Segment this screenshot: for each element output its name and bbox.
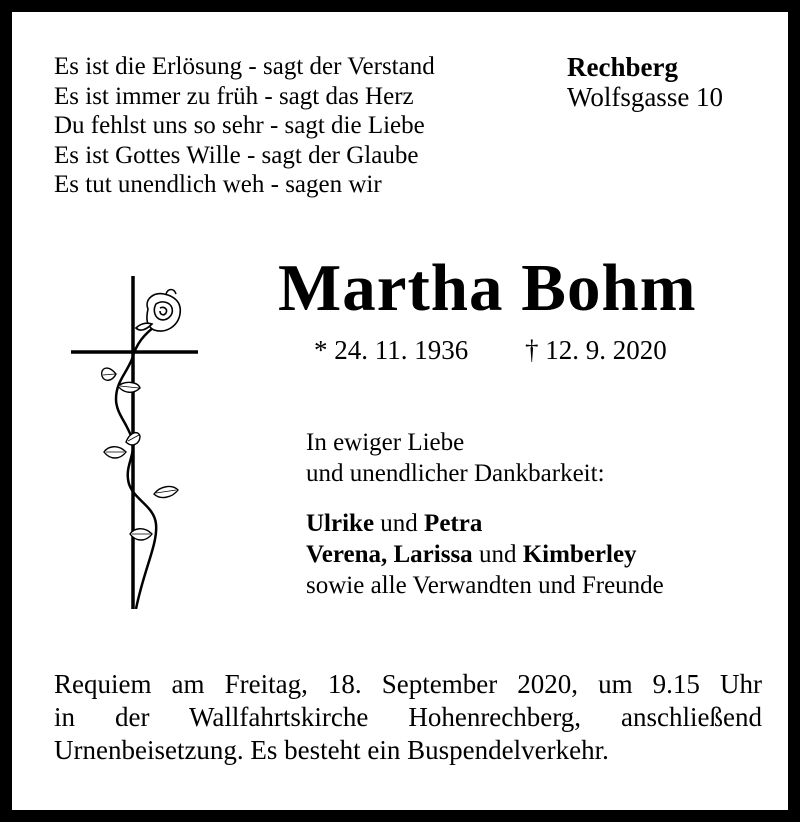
conjunction: und bbox=[472, 541, 523, 568]
dedication-line: In ewiger Liebe bbox=[306, 429, 465, 456]
poem-line: Es ist Gottes Wille - sagt der Glaube bbox=[54, 141, 419, 169]
mourners-row bbox=[306, 539, 664, 570]
mourner-name: Verena, Larissa bbox=[306, 541, 473, 568]
address-street: Wolfsgasse 10 bbox=[567, 82, 724, 112]
mourner-name: Kimberley bbox=[522, 541, 637, 568]
address bbox=[567, 52, 723, 112]
requiem-line: Urnenbeisetzung. Es besteht ein Buspendelverkehr. bbox=[54, 735, 609, 765]
mourners-row bbox=[306, 508, 664, 539]
cross-with-rose-icon bbox=[56, 264, 206, 609]
requiem-line: in der Wallfahrtskirche Hohenrechberg, anschließend bbox=[54, 702, 762, 732]
mourners bbox=[306, 508, 664, 601]
requiem-info bbox=[54, 668, 762, 767]
birth-date: * 24. 11. 1936 bbox=[314, 335, 469, 365]
conjunction: und bbox=[374, 510, 425, 537]
address-city: Rechberg bbox=[567, 52, 678, 82]
dedication bbox=[306, 427, 605, 489]
dedication-line: und unendlicher Dankbarkeit: bbox=[306, 460, 605, 487]
poem-line: Es ist die Erlösung - sagt der Verstand bbox=[54, 53, 435, 80]
life-dates bbox=[314, 334, 667, 366]
deceased-name: Martha Bohm bbox=[278, 251, 697, 325]
mourners-row-relatives: sowie alle Verwandten und Freunde bbox=[306, 572, 664, 599]
mourner-name: Petra bbox=[424, 510, 483, 537]
death-date: † 12. 9. 2020 bbox=[525, 335, 667, 365]
mourner-name: Ulrike bbox=[306, 510, 375, 537]
poem-line: Es tut unendlich weh - sagen wir bbox=[54, 171, 382, 198]
poem-line: Es ist immer zu früh - sagt das Herz bbox=[54, 82, 414, 110]
requiem-line: Requiem am Freitag, 18. September 2020, um 9.15 Uhr bbox=[54, 669, 762, 699]
poem bbox=[54, 52, 435, 200]
poem-line: Du fehlst uns so sehr - sagt die Liebe bbox=[54, 112, 425, 139]
